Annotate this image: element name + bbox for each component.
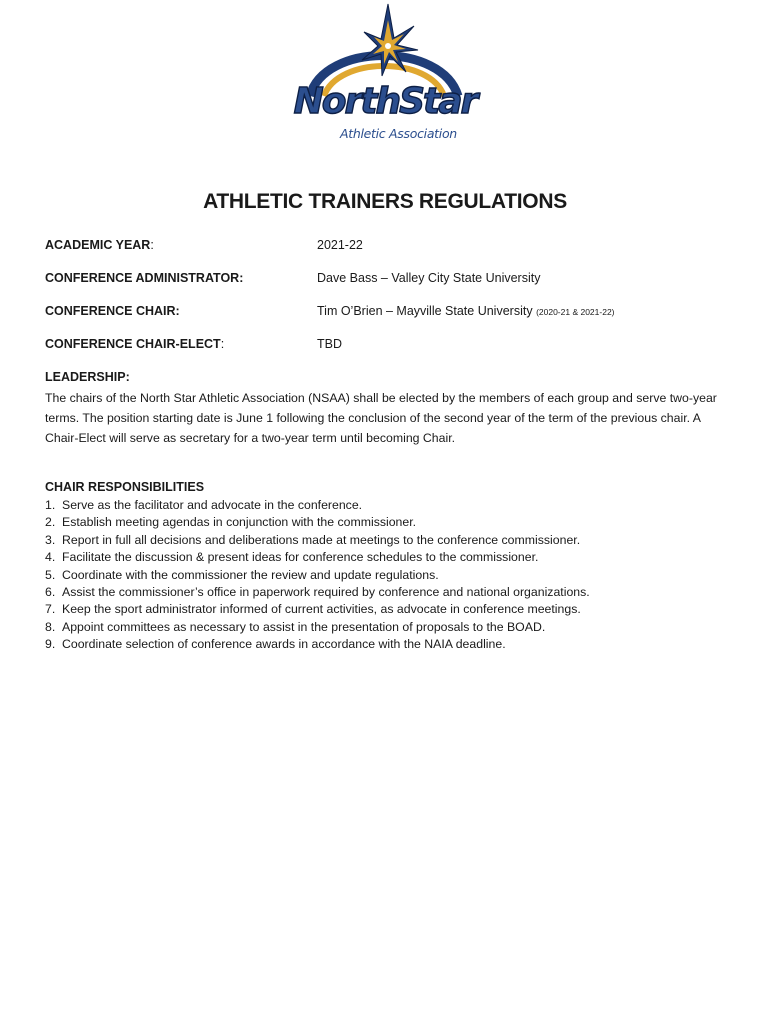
field-label: CONFERENCE CHAIR: [45, 304, 180, 318]
responsibilities-list [45, 497, 725, 654]
document-title: ATHLETIC TRAINERS REGULATIONS [203, 190, 567, 213]
list-item: 2. Establish meeting agendas in conjunction with the commissioner. [45, 515, 417, 530]
list-item: 1. Serve as the facilitator and advocate in the conference. [45, 498, 363, 512]
list-item: 6. Assist the commissioner’s office in paperwork required by conference and national organizations. [45, 584, 590, 599]
list-item: 7. Keep the sport administrator informed of current activities, as advocate in conference meetings. [45, 602, 581, 617]
field-academic-year [45, 238, 745, 256]
field-value: 2021-22 [317, 238, 363, 252]
leadership-heading: LEADERSHIP: [45, 370, 130, 384]
field-label: CONFERENCE CHAIR-ELECT: [45, 337, 225, 351]
field-label: ACADEMIC YEAR: [45, 238, 154, 252]
list-item: 4. Facilitate the discussion & present ideas for conference schedules to the commissioner. [45, 550, 539, 565]
field-conference-chair-elect [45, 337, 745, 355]
leadership-paragraph: The chairs of the North Star Athletic Association (NSAA) shall be elected by the members of each group and serve two-year terms. The position starting date is June 1 following the conclusion of the second year of the term of the previous chair. A Chair-Elect will serve as secretary for a two-year term until becoming Chair. [45, 391, 717, 445]
northstar-logo [292, 2, 478, 144]
logo-subtitle: Athletic Association [340, 126, 457, 141]
field-value: Tim O’Brien – Mayville State University (2020-21 & 2021-22) [317, 304, 615, 318]
responsibilities-heading: CHAIR RESPONSIBILITIES [45, 480, 205, 494]
list-item: 3. Report in full all decisions and deliberations made at meetings to the conference commissioner. [45, 532, 581, 547]
star-arc-icon [292, 2, 478, 144]
field-conference-administrator [45, 271, 745, 289]
logo-wordmark: NorthStar [293, 81, 477, 122]
field-label: CONFERENCE ADMINISTRATOR: [45, 271, 244, 285]
term-note: (2020-21 & 2021-22) [536, 307, 615, 317]
field-value: TBD [317, 337, 342, 351]
field-conference-chair [45, 304, 745, 322]
list-item: 5. Coordinate with the commissioner the review and update regulations. [45, 567, 439, 582]
list-item: 8. Appoint committees as necessary to assist in the presentation of proposals to the BOAD. [45, 619, 546, 634]
field-value: Dave Bass – Valley City State University [317, 271, 541, 285]
list-item: 9. Coordinate selection of conference awards in accordance with the NAIA deadline. [45, 637, 506, 652]
